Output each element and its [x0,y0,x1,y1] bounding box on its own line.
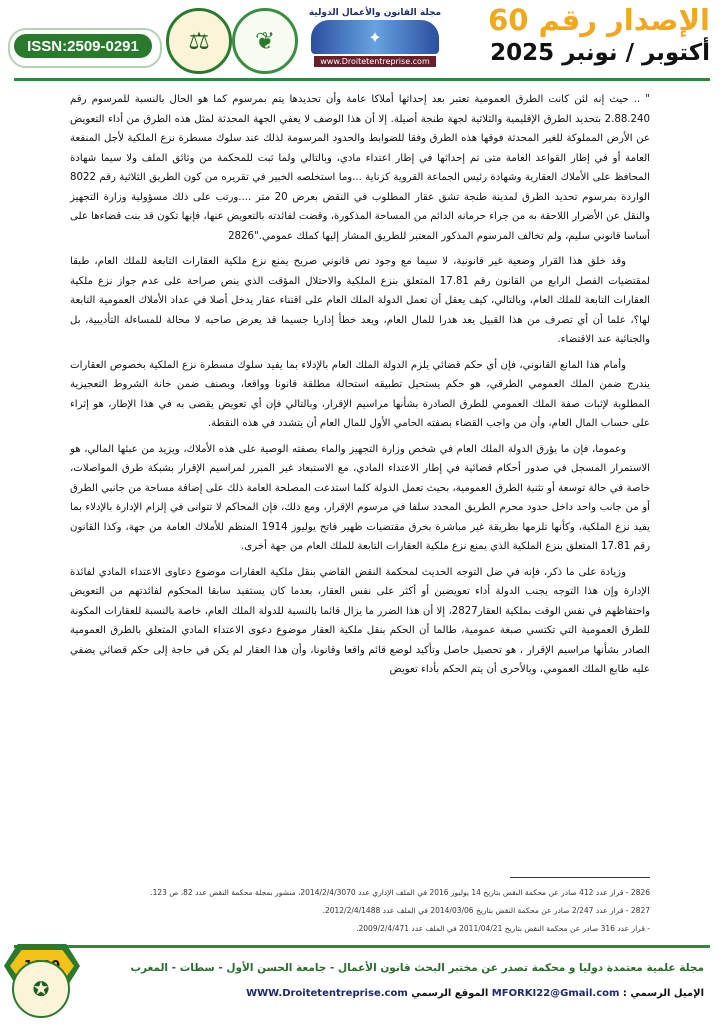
footnote-separator [510,877,650,878]
university-seal-icon: ✪ [12,960,70,1018]
site-label: الموقع الرسمي [411,988,489,999]
site-link[interactable]: WWW.Droitetentreprise.com [246,988,408,999]
article-body [70,90,650,686]
paragraph: وأمام هذا المانع القانوني، فإن أي حكم قضائي يلزم الدولة الملك العام بالإدلاء بما يفيد سلوك مسطرة نزع الملكية بخصوص العقارات يندرج ضمن الملك العمومي الطرقي، هو حكم يستحيل تطبيقه استحالة مطلقة قانونا وواقعا، ويصنف ضمن خانة الشروط التعجيزية المطلوبة لإثبات صفة الملك العمومي للطرق الصادرة بشأنها مراسيم الإقرار، وبالتالي فإن أي تعويض يقضى به في هذا الإطار، هو إثراء على حساب المال العام، وأن من واجب القضاء بصفته الحامي الأول للمال العام أن يتشدد في هذه النقطة. [70,359,650,429]
footer-divider [14,945,710,948]
paragraph-quote: " .. حيث إنه لئن كانت الطرق العمومية تعتبر بعد إحداثها أملاكا عامة وأن تحديدها يتم بمرسوم كما هو الحال بالنسبة للمرسوم رقم 2.88.240 بتحديد الطرق الإقليمية والثلاثية لجهة طنجة أصيلة. إلا أن هذا الوصف لا يعفي الجهة المحدثة لمثل هذه الطرق من أداء التعويض عن الأرض المملوكة للغير المحدثة فوقها هذه الطرق وفقا للضوابط والحدود المرسومة لذلك عند سلوك مسطرة نزع الملكية لأجل المنفعة العامة أو في إطار القواعد العامة متى تم إحداثها في إطار اعتداء مادي، وبالتالي ولما ثبت للمحكمة من وثائق الملف ولا سيما شهادة المحافظ على الأملاك العقارية وشهادة رئيس الجماعة القروية كزناية ...وما استخلصه الخبير في تقريره من كون الطريق الثلاثية رقم 8022 الواردة بمرسوم تحديد الطرق لمدينة طنجة تشق عقار المطلوب في النقض بعرض 20 متر ....ورتب على ذلك مسؤولية وزارة التجهيز والنقل عن الأضرار اللاحقة به من جراء حرمانه الدائم من المساحة المذكورة، وقضت لفائدته بالتعويض عنها، فإنها تكون قد بنت قضاءها على أساسا قانوني سليم، ولم تخالف المرسوم المذكور المعتبر للطريق المشار إليها كملك عمومي."2826 [70,94,650,242]
paragraph: وزيادة على ما ذكر، فإنه في ضل التوجه الحديث لمحكمة النقض القاضي بنقل ملكية العقارات موضوع دعاوى الاعتداء المادي لفائدة الإدارة وإن هذا التوجه يجنب الدولة أداء تعويضين أو أكثر على نفس العقار، بعدما كان يستفيد سابقا المحكوم لفائدتهم من التعويض واحتفاظهم في نفس الوقت بملكية العقار2827، إلا أن هذا الضرر ما يزال قائما بالنسبة للدولة الملك العام، خاصة بالنسبة للعقارات المكونة للطرق العمومية التي تكتسي صبغة عمومية، طالما أن الحكم بنقل ملكية العقار موضوع دعوى الاعتداء المادي المتعلق بالطرق العمومية الصادر بشأنها مراسيم الإقرار ، هو تحصيل حاصل وتأكيد لوضع قائم واقعا وقانونا، وأن هذا العقار لم يكن في حاجة إلى حكم قضائي يضفي عليه طابع الملك العمومي، وبالأحرى أن يتم الحكم بأداء تعويض [70,566,650,675]
journal-emblem-icon: ✦ [311,20,439,54]
footer-contact [104,988,704,999]
footnote: - قرار عدد 316 صادر عن محكمة النقض بتاريخ 2011/04/21 في الملف عدد 2009/2/4/471. [356,924,650,933]
issn-badge: ISSN:2509-0291 [14,34,152,58]
email-label: الإميل الرسمي : [622,988,704,999]
header-divider [14,78,710,81]
footnote: 2827 - قرار عدد 2/247 صادر عن محكمة النقض بتاريخ 2014/03/06 في الملف عدد 2012/2/4/1488. [322,906,650,915]
journal-name: مجلة القانون والأعمال الدولية [308,8,442,18]
laurel-emblem-icon: ❦ [232,8,298,74]
journal-logo [300,6,450,72]
issue-number: الإصدار رقم 60 [488,3,710,37]
paragraph: وعموما، فإن ما يؤرق الدولة الملك العام في شخص وزارة التجهيز والماء بصفته الوصية على هذه الأملاك، ويزيد من عبئها المالي، هو الاستمرار المسجل في صدور أحكام قضائية في إطار الاعتداء المادي، مع الاستبعاد غير المبرر لمراسيم الإقرار بشبكة طرق المواصلات، خاصة في حالة توسعة أو تثنية الطرق العمومية، بحيث تعمل الدولة كلما استدعت المصلحة العامة ذلك على إضافة مساحة من جانبي الطرق أو من جانب واحد داخل حدود محرم الطريق المحدد سلفا في مرسوم الإقرار، ومع ذلك، فإن المحاكم لا تتوانى في إلزام الإدارة بالإدلاء بما يفيد نزع الملكية، وكأنها تلزمها بطريقة غير مباشرة بخرق مقتضيات ظهير فاتح يوليوز 1914 المنظم للأملاك العامة من جهة، وكذا القانون رقم 17.81 المتعلق بنزع الملكية الذي يمنع نزع ملكية العقارات التابعة للملك العام من جهة أخرى. [70,443,650,552]
issue-date: أكتوبر / نونبر 2025 [490,40,710,66]
footnote: 2826 - قرار عدد 412 صادر عن محكمة النقض بتاريخ 14 يوليوز 2016 في الملف الإداري عدد 2014/2/4/3070، منشور بمجلة محكمة النقض عدد 82، ص 123. [150,888,650,897]
scales-of-justice-icon: ⚖ [166,8,232,74]
footer-description: مجلة علمية معتمدة دوليا و محكمة تصدر عن مختبر البحث قانون الأعمال - جامعة الحسن الأول - سطات - المغرب [130,962,704,974]
footnotes [70,884,650,938]
email-link[interactable]: MFORKI22@Gmail.com [491,988,620,999]
journal-url[interactable]: www.Droitetentreprise.com [314,56,436,67]
paragraph: وقد خلق هذا القرار وضعية غير قانونية، لا سيما مع وجود نص قانوني صريح يمنع نزع ملكية العقارات التابعة للملك العام، طبقا لمقتضيات الفصل الرابع من القانون رقم 17.81 المتعلق بنزع الملكية والاحتلال المؤقت الذي ينص صراحة على عدم جواز نزع ملكية العقارات التابعة للملك العام، وبالتالي، كيف يعقل أن تعمل الدولة الملك العام على اقتناء عقار يدخل أصلا في عداد الأملاك العمومية التابعة لها؟، علما أن أي تصرف من هذا القبيل يعد هدرا للمال العام، ويعد خطأ إداريا جسيما قد يعرض صاحبه لا محالة للمساءلة التأديبية، بل والجنائية عند الاقتضاء. [70,256,650,345]
